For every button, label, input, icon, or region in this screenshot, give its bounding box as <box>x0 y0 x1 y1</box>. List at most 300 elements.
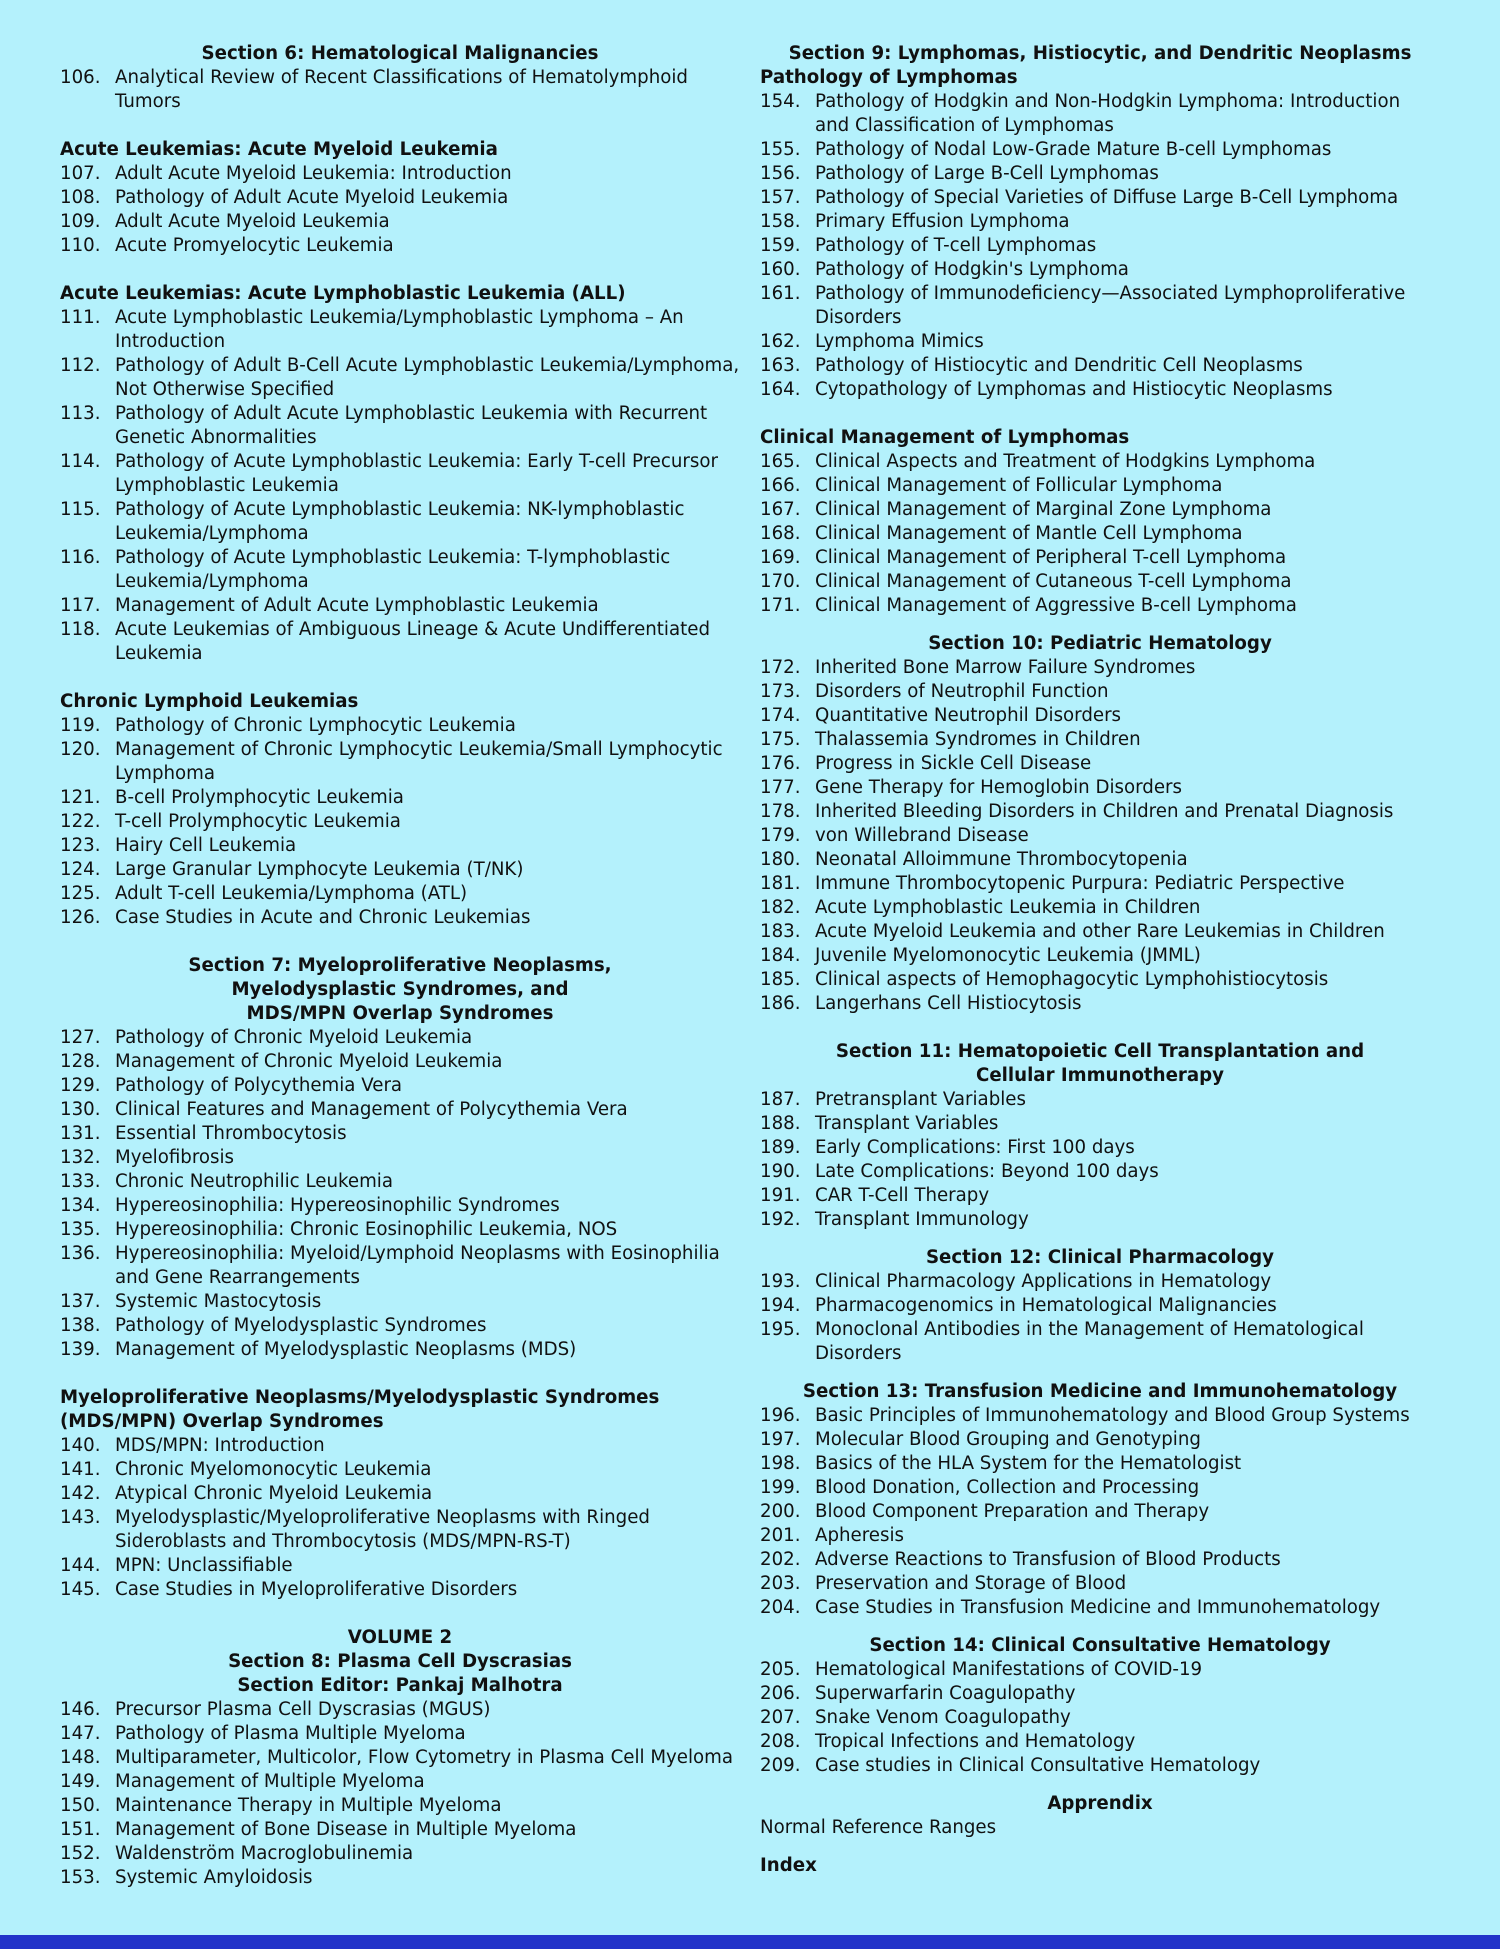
item-title: Pathology of Plasma Multiple Myeloma <box>115 1723 466 1744</box>
item-title: Pathology of Immunodeficiency—Associated Lymphoproliferative Disorders <box>815 283 1406 328</box>
item-number: 203. <box>760 1573 801 1594</box>
item-number: 135. <box>60 1219 101 1240</box>
item-number: 172. <box>760 657 801 678</box>
item-number: 185. <box>760 969 801 990</box>
item-title: Management of Myelodysplastic Neoplasms (MDS) <box>115 1339 577 1360</box>
item-number: 144. <box>60 1555 101 1576</box>
toc-item[interactable] <box>760 1184 1440 1208</box>
item-number: 128. <box>60 1051 101 1072</box>
item-number: 153. <box>60 1867 101 1888</box>
item-number: 108. <box>60 187 101 208</box>
section-heading: Section 13: Transfusion Medicine and Immunohematology <box>802 1381 1398 1402</box>
item-number: 145. <box>60 1579 101 1600</box>
item-title: Clinical Management of Aggressive B-cell Lymphoma <box>815 595 1297 616</box>
item-title: MPN: Unclassifiable <box>115 1555 293 1576</box>
toc-item[interactable] <box>760 1088 1440 1112</box>
toc-item[interactable] <box>760 1160 1440 1184</box>
item-title: Pathology of Adult Acute Lymphoblastic Leukemia with Recurrent Genetic Abnormalities <box>115 403 708 448</box>
item-number: 134. <box>60 1195 101 1216</box>
toc-item[interactable] <box>60 1770 740 1794</box>
toc-item[interactable] <box>60 906 740 930</box>
item-title: Pathology of Large B-Cell Lymphomas <box>815 163 1159 184</box>
item-title: Essential Thrombocytosis <box>115 1123 347 1144</box>
toc-item[interactable] <box>60 834 740 858</box>
item-title: Pathology of Acute Lymphoblastic Leukemia: T-lymphoblastic Leukemia/Lymphoma <box>115 547 671 592</box>
item-title: Pathology of Chronic Myeloid Leukemia <box>115 1027 473 1048</box>
item-title: Acute Lymphoblastic Leukemia/Lymphoblastic Lymphoma – An Introduction <box>115 307 684 352</box>
item-title: Transplant Variables <box>815 1113 999 1134</box>
item-title: Pathology of Special Varieties of Diffuse Large B-Cell Lymphoma <box>815 187 1399 208</box>
item-number: 176. <box>760 753 801 774</box>
toc-item[interactable] <box>760 920 1440 944</box>
item-title: Clinical Management of Peripheral T-cell Lymphoma <box>815 547 1287 568</box>
toc-item[interactable] <box>60 1746 740 1770</box>
toc-item[interactable] <box>760 210 1440 234</box>
toc-item[interactable] <box>60 882 740 906</box>
item-title: Waldenström Macroglobulinemia <box>115 1843 414 1864</box>
toc-item[interactable] <box>760 354 1440 378</box>
item-number: 192. <box>760 1209 801 1230</box>
item-title: Clinical Management of Cutaneous T-cell Lymphoma <box>815 571 1292 592</box>
item-title: Myelodysplastic/Myeloproliferative Neoplasms with Ringed Sideroblasts and Thrombocytosis (MDS/MPN-RS-T) <box>115 1507 650 1552</box>
item-title: Systemic Amyloidosis <box>115 1867 313 1888</box>
item-number: 196. <box>760 1405 801 1426</box>
item-title: Clinical Management of Marginal Zone Lymphoma <box>815 499 1272 520</box>
section-9 <box>760 42 1440 402</box>
item-number: 174. <box>760 705 801 726</box>
item-number: 120. <box>60 739 101 760</box>
toc-item[interactable] <box>60 1026 740 1050</box>
toc-item[interactable] <box>760 282 1440 330</box>
section-11 <box>760 1040 1440 1232</box>
toc-item[interactable] <box>760 992 1440 1016</box>
item-number: 130. <box>60 1099 101 1120</box>
subsection-heading: Pathology of Lymphomas <box>760 67 1018 88</box>
item-number: 156. <box>760 163 801 184</box>
section-13 <box>760 1380 1440 1620</box>
section-14 <box>760 1634 1440 1778</box>
item-number: 204. <box>760 1597 801 1618</box>
subsection-heading: Acute Leukemias: Acute Myeloid Leukemia <box>60 139 498 160</box>
toc-item[interactable] <box>760 474 1440 498</box>
item-number: 157. <box>760 187 801 208</box>
section-7 <box>60 954 740 1362</box>
item-number: 173. <box>760 681 801 702</box>
item-title: Systemic Mastocytosis <box>115 1291 322 1312</box>
item-title: Clinical Features and Management of Polycythemia Vera <box>115 1099 628 1120</box>
item-number: 179. <box>760 825 801 846</box>
item-number: 112. <box>60 355 101 376</box>
item-number: 169. <box>760 547 801 568</box>
item-number: 191. <box>760 1185 801 1206</box>
item-title: Multiparameter, Multicolor, Flow Cytometry in Plasma Cell Myeloma <box>115 1747 734 1768</box>
toc-item[interactable] <box>760 1208 1440 1232</box>
subsection-heading: Clinical Management of Lymphomas <box>760 427 1130 448</box>
item-title: Snake Venom Coagulopathy <box>815 1707 1071 1728</box>
toc-item[interactable] <box>60 786 740 810</box>
toc-item[interactable] <box>60 1482 740 1506</box>
toc-item[interactable] <box>760 1294 1440 1318</box>
item-number: 202. <box>760 1549 801 1570</box>
item-title: Pathology of Chronic Lymphocytic Leukemia <box>115 715 516 736</box>
item-title: Hematological Manifestations of COVID-19 <box>815 1659 1203 1680</box>
item-number: 136. <box>60 1243 101 1264</box>
toc-item[interactable] <box>760 1548 1440 1572</box>
toc-item[interactable] <box>60 714 740 738</box>
item-title: Case Studies in Myeloproliferative Disorders <box>115 1579 518 1600</box>
toc-item[interactable] <box>760 90 1440 138</box>
toc-item[interactable] <box>60 810 740 834</box>
item-number: 177. <box>760 777 801 798</box>
item-number: 141. <box>60 1459 101 1480</box>
toc-item[interactable] <box>760 234 1440 258</box>
cll-subsection <box>60 690 740 930</box>
toc-item[interactable] <box>60 1578 740 1602</box>
item-title: Pathology of Hodgkin's Lymphoma <box>815 259 1129 280</box>
section-heading: MDS/MPN Overlap Syndromes <box>246 1003 554 1024</box>
item-number: 187. <box>760 1089 801 1110</box>
toc-item[interactable] <box>60 306 740 354</box>
toc-item[interactable] <box>760 450 1440 474</box>
section-heading: Section 7: Myeloproliferative Neoplasms, <box>188 955 612 976</box>
item-title: Thalassemia Syndromes in Children <box>815 729 1141 750</box>
toc-item[interactable] <box>760 1682 1440 1706</box>
item-number: 166. <box>760 475 801 496</box>
toc-item[interactable] <box>760 1136 1440 1160</box>
item-title: Case studies in Clinical Consultative Hematology <box>815 1755 1261 1776</box>
appendix-entry[interactable]: Normal Reference Ranges <box>760 1817 997 1838</box>
item-title: Large Granular Lymphocyte Leukemia (T/NK) <box>115 859 524 880</box>
item-number: 125. <box>60 883 101 904</box>
toc-item[interactable] <box>760 1730 1440 1754</box>
toc-item[interactable] <box>760 1658 1440 1682</box>
item-number: 163. <box>760 355 801 376</box>
item-number: 138. <box>60 1315 101 1336</box>
toc-item[interactable] <box>760 848 1440 872</box>
toc-item[interactable] <box>60 1338 740 1362</box>
toc-item[interactable] <box>760 752 1440 776</box>
item-title: Basics of the HLA System for the Hematologist <box>815 1453 1242 1474</box>
toc-item[interactable] <box>760 800 1440 824</box>
item-title: Hairy Cell Leukemia <box>115 835 297 856</box>
toc-item[interactable] <box>60 858 740 882</box>
subsection-heading: Acute Leukemias: Acute Lymphoblastic Leukemia (ALL) <box>60 283 626 304</box>
item-title: Adult T-cell Leukemia/Lymphoma (ATL) <box>115 883 468 904</box>
item-number: 195. <box>760 1319 801 1340</box>
all-subsection <box>60 282 740 666</box>
item-title: Quantitative Neutrophil Disorders <box>815 705 1122 726</box>
item-number: 111. <box>60 307 101 328</box>
toc-item[interactable] <box>760 1596 1440 1620</box>
item-number: 161. <box>760 283 801 304</box>
item-number: 183. <box>760 921 801 942</box>
toc-item[interactable] <box>60 1794 740 1818</box>
right-column <box>760 42 1440 1878</box>
clinical-lymphoma-subsection <box>760 426 1440 618</box>
item-number: 123. <box>60 835 101 856</box>
item-title: Progress in Sickle Cell Disease <box>815 753 1092 774</box>
item-title: T-cell Prolymphocytic Leukemia <box>115 811 401 832</box>
item-number: 131. <box>60 1123 101 1144</box>
toc-item[interactable] <box>60 1074 740 1098</box>
item-title: Langerhans Cell Histiocytosis <box>815 993 1082 1014</box>
item-number: 152. <box>60 1843 101 1864</box>
toc-item[interactable] <box>760 1476 1440 1500</box>
toc-item[interactable] <box>60 1122 740 1146</box>
item-title: Precursor Plasma Cell Dyscrasias (MGUS) <box>115 1699 491 1720</box>
item-title: Chronic Neutrophilic Leukemia <box>115 1171 393 1192</box>
item-title: Hypereosinophilia: Chronic Eosinophilic Leukemia, NOS <box>115 1219 618 1240</box>
toc-item[interactable] <box>760 522 1440 546</box>
item-title: Early Complications: First 100 days <box>815 1137 1135 1158</box>
toc-item[interactable] <box>60 1170 740 1194</box>
toc-item[interactable] <box>760 704 1440 728</box>
toc-item[interactable] <box>60 1290 740 1314</box>
toc-item[interactable] <box>760 1500 1440 1524</box>
toc-item[interactable] <box>60 354 740 402</box>
toc-item[interactable] <box>60 1458 740 1482</box>
item-title: Atypical Chronic Myeloid Leukemia <box>115 1483 433 1504</box>
item-number: 168. <box>760 523 801 544</box>
toc-item[interactable] <box>760 498 1440 522</box>
item-number: 180. <box>760 849 801 870</box>
item-title: Lymphoma Mimics <box>815 331 984 352</box>
item-number: 167. <box>760 499 801 520</box>
item-title: Acute Leukemias of Ambiguous Lineage & Acute Undifferentiated Leukemia <box>115 619 710 664</box>
section-heading: Cellular Immunotherapy <box>975 1065 1225 1086</box>
item-number: 121. <box>60 787 101 808</box>
toc-item[interactable] <box>760 1404 1440 1428</box>
item-title: Tropical Infections and Hematology <box>815 1731 1136 1752</box>
toc-item[interactable] <box>760 330 1440 354</box>
item-title: Pathology of Hodgkin and Non-Hodgkin Lymphoma: Introduction and Classification of Lymphomas <box>815 91 1401 136</box>
item-title: Clinical aspects of Hemophagocytic Lymphohistiocytosis <box>815 969 1329 990</box>
toc-item[interactable] <box>760 824 1440 848</box>
item-title: Pathology of Polycythemia Vera <box>115 1075 403 1096</box>
item-number: 119. <box>60 715 101 736</box>
item-title: Superwarfarin Coagulopathy <box>815 1683 1076 1704</box>
toc-item[interactable] <box>760 1572 1440 1596</box>
toc-item[interactable] <box>60 1698 740 1722</box>
section-heading: Section 12: Clinical Pharmacology <box>925 1247 1275 1268</box>
item-title: Clinical Management of Follicular Lymphoma <box>815 475 1223 496</box>
toc-item[interactable] <box>60 1506 740 1554</box>
item-number: 193. <box>760 1271 801 1292</box>
toc-item[interactable] <box>760 776 1440 800</box>
item-number: 178. <box>760 801 801 822</box>
section-8 <box>60 1626 740 1890</box>
item-title: Blood Component Preparation and Therapy <box>815 1501 1210 1522</box>
item-number: 209. <box>760 1755 801 1776</box>
toc-item[interactable] <box>760 1318 1440 1366</box>
item-title: Acute Lymphoblastic Leukemia in Children <box>815 897 1201 918</box>
item-title: Clinical Pharmacology Applications in Hematology <box>815 1271 1272 1292</box>
item-title: Management of Adult Acute Lymphoblastic Leukemia <box>115 595 599 616</box>
toc-item[interactable] <box>760 944 1440 968</box>
item-number: 188. <box>760 1113 801 1134</box>
item-title: Management of Chronic Lymphocytic Leukemia/Small Lymphocytic Lymphoma <box>115 739 723 784</box>
item-number: 113. <box>60 403 101 424</box>
toc-item[interactable] <box>60 1146 740 1170</box>
item-title: Pharmacogenomics in Hematological Malignancies <box>815 1295 1277 1316</box>
left-column <box>60 42 740 1890</box>
item-title: Management of Bone Disease in Multiple Myeloma <box>115 1819 577 1840</box>
item-title: Pretransplant Variables <box>815 1089 1026 1110</box>
toc-item[interactable] <box>60 402 740 450</box>
toc-item[interactable] <box>60 618 740 666</box>
toc-item[interactable] <box>60 1242 740 1290</box>
toc-item[interactable] <box>760 1428 1440 1452</box>
item-number: 175. <box>760 729 801 750</box>
mds-mpn-subsection <box>60 1386 740 1602</box>
item-number: 159. <box>760 235 801 256</box>
section-heading: Section 9: Lymphomas, Histiocytic, and Dendritic Neoplasms <box>788 43 1412 64</box>
item-number: 181. <box>760 873 801 894</box>
item-number: 149. <box>60 1771 101 1792</box>
item-title: Juvenile Myelomonocytic Leukemia (JMML) <box>815 945 1201 966</box>
toc-item[interactable] <box>760 546 1440 570</box>
item-title: Inherited Bone Marrow Failure Syndromes <box>815 657 1196 678</box>
item-title: Hypereosinophilia: Hypereosinophilic Syndromes <box>115 1195 560 1216</box>
appendix-heading: Apprendix <box>1047 1793 1153 1814</box>
item-number: 147. <box>60 1723 101 1744</box>
toc-item[interactable] <box>760 1706 1440 1730</box>
toc-item[interactable] <box>60 1218 740 1242</box>
toc-item[interactable] <box>760 680 1440 704</box>
item-title: Pathology of Acute Lymphoblastic Leukemia: Early T-cell Precursor Lymphoblastic Leukemia <box>115 451 718 496</box>
item-title: Basic Principles of Immunohematology and Blood Group Systems <box>815 1405 1410 1426</box>
toc-item[interactable] <box>60 1866 740 1890</box>
toc-item[interactable] <box>60 1098 740 1122</box>
toc-item[interactable] <box>60 186 740 210</box>
item-number: 155. <box>760 139 801 160</box>
index-heading[interactable]: Index <box>760 1855 817 1876</box>
toc-item[interactable] <box>60 210 740 234</box>
toc-item[interactable] <box>760 162 1440 186</box>
toc-item[interactable] <box>760 1270 1440 1294</box>
item-number: 148. <box>60 1747 101 1768</box>
item-title: Maintenance Therapy in Multiple Myeloma <box>115 1795 502 1816</box>
toc-item[interactable] <box>60 1434 740 1458</box>
toc-item[interactable] <box>60 450 740 498</box>
item-title: Chronic Myelomonocytic Leukemia <box>115 1459 432 1480</box>
toc-item[interactable] <box>760 138 1440 162</box>
section-12 <box>760 1246 1440 1366</box>
toc-item[interactable] <box>760 570 1440 594</box>
section-heading: Section 11: Hematopoietic Cell Transplantation and <box>835 1041 1365 1062</box>
toc-item[interactable] <box>60 546 740 594</box>
item-title: Pathology of T-cell Lymphomas <box>815 235 1097 256</box>
toc-item[interactable] <box>760 378 1440 402</box>
toc-item[interactable] <box>760 872 1440 896</box>
toc-item[interactable] <box>60 1842 740 1866</box>
item-title: MDS/MPN: Introduction <box>115 1435 325 1456</box>
toc-item[interactable] <box>760 258 1440 282</box>
subsection-heading: (MDS/MPN) Overlap Syndromes <box>60 1411 384 1432</box>
item-title: CAR T-Cell Therapy <box>815 1185 990 1206</box>
toc-item[interactable] <box>760 1754 1440 1778</box>
item-number: 201. <box>760 1525 801 1546</box>
toc-item[interactable] <box>60 1554 740 1578</box>
item-number: 140. <box>60 1435 101 1456</box>
item-title: Hypereosinophilia: Myeloid/Lymphoid Neoplasms with Eosinophilia and Gene Rearrangements <box>115 1243 720 1288</box>
volume-heading: VOLUME 2 <box>347 1627 453 1648</box>
item-title: Adult Acute Myeloid Leukemia <box>115 211 390 232</box>
item-number: 137. <box>60 1291 101 1312</box>
item-title: Pathology of Nodal Low-Grade Mature B-cell Lymphomas <box>815 139 1332 160</box>
toc-item[interactable] <box>760 728 1440 752</box>
item-number: 124. <box>60 859 101 880</box>
item-number: 151. <box>60 1819 101 1840</box>
toc-item[interactable] <box>60 1722 740 1746</box>
item-number: 118. <box>60 619 101 640</box>
item-title: Pathology of Adult B-Cell Acute Lymphoblastic Leukemia/Lymphoma, Not Otherwise Specified <box>115 355 740 400</box>
toc-item[interactable] <box>60 1314 740 1338</box>
item-title: Case Studies in Transfusion Medicine and Immunohematology <box>815 1597 1381 1618</box>
toc-item[interactable] <box>60 1818 740 1842</box>
item-title: Clinical Aspects and Treatment of Hodgkins Lymphoma <box>815 451 1316 472</box>
section-heading: Section 14: Clinical Consultative Hematology <box>869 1635 1331 1656</box>
toc-item[interactable] <box>60 498 740 546</box>
item-number: 132. <box>60 1147 101 1168</box>
section-heading: Myelodysplastic Syndromes, and <box>231 979 569 1000</box>
item-title: Cytopathology of Lymphomas and Histiocytic Neoplasms <box>815 379 1333 400</box>
item-title: Neonatal Alloimmune Thrombocytopenia <box>815 849 1188 870</box>
item-number: 139. <box>60 1339 101 1360</box>
item-title: Transplant Immunology <box>815 1209 1029 1230</box>
item-title: Preservation and Storage of Blood <box>815 1573 1127 1594</box>
toc-item[interactable] <box>60 66 740 114</box>
toc-item[interactable] <box>60 738 740 786</box>
item-number: 115. <box>60 499 101 520</box>
toc-item[interactable] <box>760 896 1440 920</box>
item-title: Disorders of Neutrophil Function <box>815 681 1109 702</box>
toc-item[interactable] <box>60 594 740 618</box>
item-title: Acute Promyelocytic Leukemia <box>115 235 394 256</box>
toc-item[interactable] <box>760 186 1440 210</box>
item-title: Myelofibrosis <box>115 1147 235 1168</box>
footer-bar <box>0 1935 1500 1949</box>
section-heading: Section 10: Pediatric Hematology <box>928 633 1272 654</box>
item-number: 126. <box>60 907 101 928</box>
item-title: Adult Acute Myeloid Leukemia: Introduction <box>115 163 512 184</box>
toc-item[interactable] <box>760 594 1440 618</box>
toc-item[interactable] <box>60 1050 740 1074</box>
toc-item[interactable] <box>60 162 740 186</box>
toc-item[interactable] <box>760 1112 1440 1136</box>
toc-item[interactable] <box>760 1452 1440 1476</box>
toc-item[interactable] <box>60 234 740 258</box>
item-number: 186. <box>760 993 801 1014</box>
item-title: Pathology of Acute Lymphoblastic Leukemia: NK-lymphoblastic Leukemia/Lymphoma <box>115 499 685 544</box>
item-number: 114. <box>60 451 101 472</box>
item-number: 107. <box>60 163 101 184</box>
toc-item[interactable] <box>760 656 1440 680</box>
appendix <box>760 1792 1440 1840</box>
item-number: 200. <box>760 1501 801 1522</box>
item-title: Analytical Review of Recent Classifications of Hematolymphoid Tumors <box>115 67 688 112</box>
item-number: 158. <box>760 211 801 232</box>
toc-item[interactable] <box>760 968 1440 992</box>
item-title: Late Complications: Beyond 100 days <box>815 1161 1159 1182</box>
subsection-heading: Myeloproliferative Neoplasms/Myelodysplastic Syndromes <box>60 1387 660 1408</box>
item-number: 198. <box>760 1453 801 1474</box>
toc-item[interactable] <box>60 1194 740 1218</box>
toc-item[interactable] <box>760 1524 1440 1548</box>
item-number: 154. <box>760 91 801 112</box>
item-number: 207. <box>760 1707 801 1728</box>
item-title: Clinical Management of Mantle Cell Lymphoma <box>815 523 1243 544</box>
